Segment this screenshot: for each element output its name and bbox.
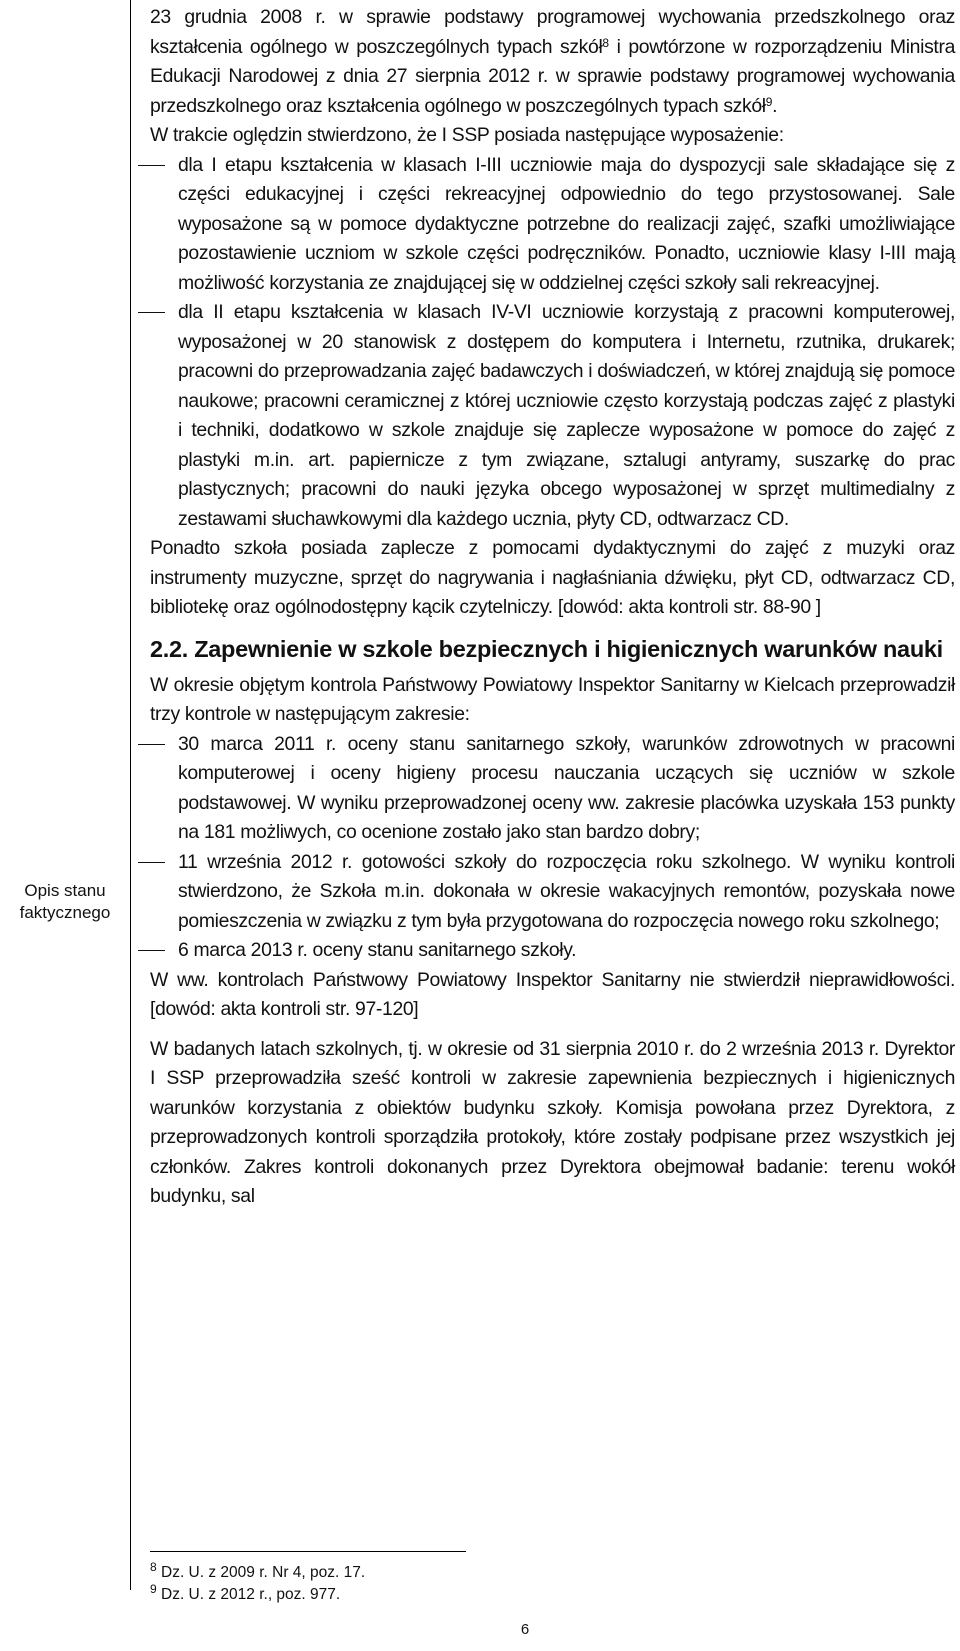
intro-text-c: . bbox=[772, 94, 778, 117]
footnote-divider bbox=[150, 1551, 466, 1552]
intro-text-b: i powtórzone w rozporządzeniu Ministra Edukacji Narodowej z dnia 27 sierpnia 2012 r. w sprawie podstawy programowej wychowania przedszkolnego oraz kształcenia ogólnego w poszczególnych typach szkół bbox=[150, 35, 956, 117]
section-heading: 2.2. Zapewnienie w szkole bezpiecznych i higienicznych warunków nauki bbox=[150, 635, 943, 662]
document-body bbox=[150, 3, 955, 1212]
footnote-ref-8: 8 bbox=[602, 35, 609, 50]
footnote-text: Dz. U. z 2009 r. Nr 4, poz. 17. bbox=[156, 1564, 366, 1581]
equipment-lead: W trakcie oględzin stwierdzono, że I SSP posiada następujące wyposażenie: bbox=[150, 124, 784, 146]
margin-column bbox=[0, 0, 131, 1590]
side-label-line2: faktycznego bbox=[19, 903, 111, 922]
inspection-item: 6 marca 2013 r. oceny stanu sanitarnego szkoły. bbox=[150, 936, 955, 966]
footnote-number: 9 bbox=[150, 1582, 157, 1596]
footnote-ref-9: 9 bbox=[765, 94, 773, 109]
intro-paragraph bbox=[150, 3, 955, 121]
inspection-item: 30 marca 2011 r. oceny stanu sanitarnego szkoły, warunków zdrowotnych w pracowni komputerowej i oceny higieny procesu nauczania uczących się uczniów w szkole podstawowej. W wyniku przeprowadzonej oceny ww. zakresie placówka uzyskała 153 punkty na 181 możliwych, co ocenione zostało jako stan bardzo dobry; bbox=[150, 730, 955, 848]
equipment-closing: Ponadto szkoła posiada zaplecze z pomocami dydaktycznymi do zajęć z muzyki oraz instrumenty muzyczne, sprzęt do nagrywania i nagłaśniania dźwięku, płyt CD, odtwarzacz CD, bibliotekę oraz ogólnodostępny kącik czytelniczy. [dowód: akta kontroli str. 88-90 ] bbox=[150, 537, 955, 618]
section-final: W badanych latach szkolnych, tj. w okresie od 31 sierpnia 2010 r. do 2 września 2013 r. Dyrektor I SSP przeprowadziła sześć kontroli w zakresie zapewnienia bezpiecznych i higienicznych warunków korzystania z obiektów budynku szkoły. Komisja powołana przez Dyrektora, z przeprowadzonych kontroli sporządziła protokoły, które zostały podpisane przez wszystkich jej członków. Zakres kontroli dokonanych przez Dyrektora obejmował badanie: terenu wokół budynku, sal bbox=[150, 1037, 955, 1207]
inspection-item: 11 września 2012 r. gotowości szkoły do rozpoczęcia roku szkolnego. W wyniku kontroli stwierdzono, że Szkoła m.in. dokonała w okresie wakacyjnych remontów, pozyskała nowe pomieszczenia w związku z tym była przygotowana do rozpoczęcia nowego roku szkolnego; bbox=[150, 848, 955, 937]
paragraph-gap bbox=[150, 1025, 955, 1035]
page-number: 6 bbox=[520, 1621, 530, 1638]
footnote-text: Dz. U. z 2012 r., poz. 977. bbox=[156, 1586, 341, 1603]
footnote-number: 8 bbox=[150, 1560, 157, 1574]
section-lead: W okresie objętym kontrola Państwowy Powiatowy Inspektor Sanitarny w Kielcach przeprowadził trzy kontrole w następującym zakresie: bbox=[150, 673, 955, 725]
section-side-label bbox=[0, 880, 130, 924]
section-summary: W ww. kontrolach Państwowy Powiatowy Inspektor Sanitarny nie stwierdził nieprawidłowości. [dowód: akta kontroli str. 97-120] bbox=[150, 968, 955, 1020]
equipment-item: dla II etapu kształcenia w klasach IV-VI uczniowie korzystają z pracowni komputerowej, wyposażonej w 20 stanowisk z dostępem do komputera i Internetu, rzutnika, drukarek; pracowni do przeprowadzania zajęć badawczych i doświadczeń, w której znajdują się pomoce naukowe; pracowni ceramicznej z której uczniowie często korzystają podczas zajęć z plastyki i techniki, dodatkowo w szkole znajduje się zaplecze wyposażone w pomoce do zajęć z plastyki m.in. art. papiernicze z tym związane, sztalugi antyramy, suszarkę do prac plastycznych; pracowni do nauki języka obcego wyposażonej w sprzęt multimedialny z zestawami słuchawkowymi dla każdego ucznia, płyty CD, odtwarzacz CD. bbox=[150, 298, 955, 534]
footnote bbox=[150, 1562, 365, 1584]
side-label-line1: Opis stanu bbox=[24, 881, 106, 900]
footnotes bbox=[150, 1562, 365, 1606]
intro-text-a: 23 grudnia 2008 r. w sprawie podstawy programowej wychowania przedszkolnego oraz kształcenia ogólnego w poszczególnych typach szkół bbox=[150, 6, 955, 58]
footnote bbox=[150, 1584, 365, 1606]
equipment-item: dla I etapu kształcenia w klasach I-III uczniowie maja do dyspozycji sale składające się z części edukacyjnej i części rekreacyjnej odpowiednio do tego przystosowanej. Sale wyposażone są w pomoce dydaktyczne potrzebne do realizacji zajęć, szafki umożliwiające pozostawienie uczniom w szkole części podręczników. Ponadto, uczniowie klasy I-III mają możliwość korzystania ze znajdującej się w oddzielnej części szkoły sali rekreacyjnej. bbox=[150, 151, 955, 299]
